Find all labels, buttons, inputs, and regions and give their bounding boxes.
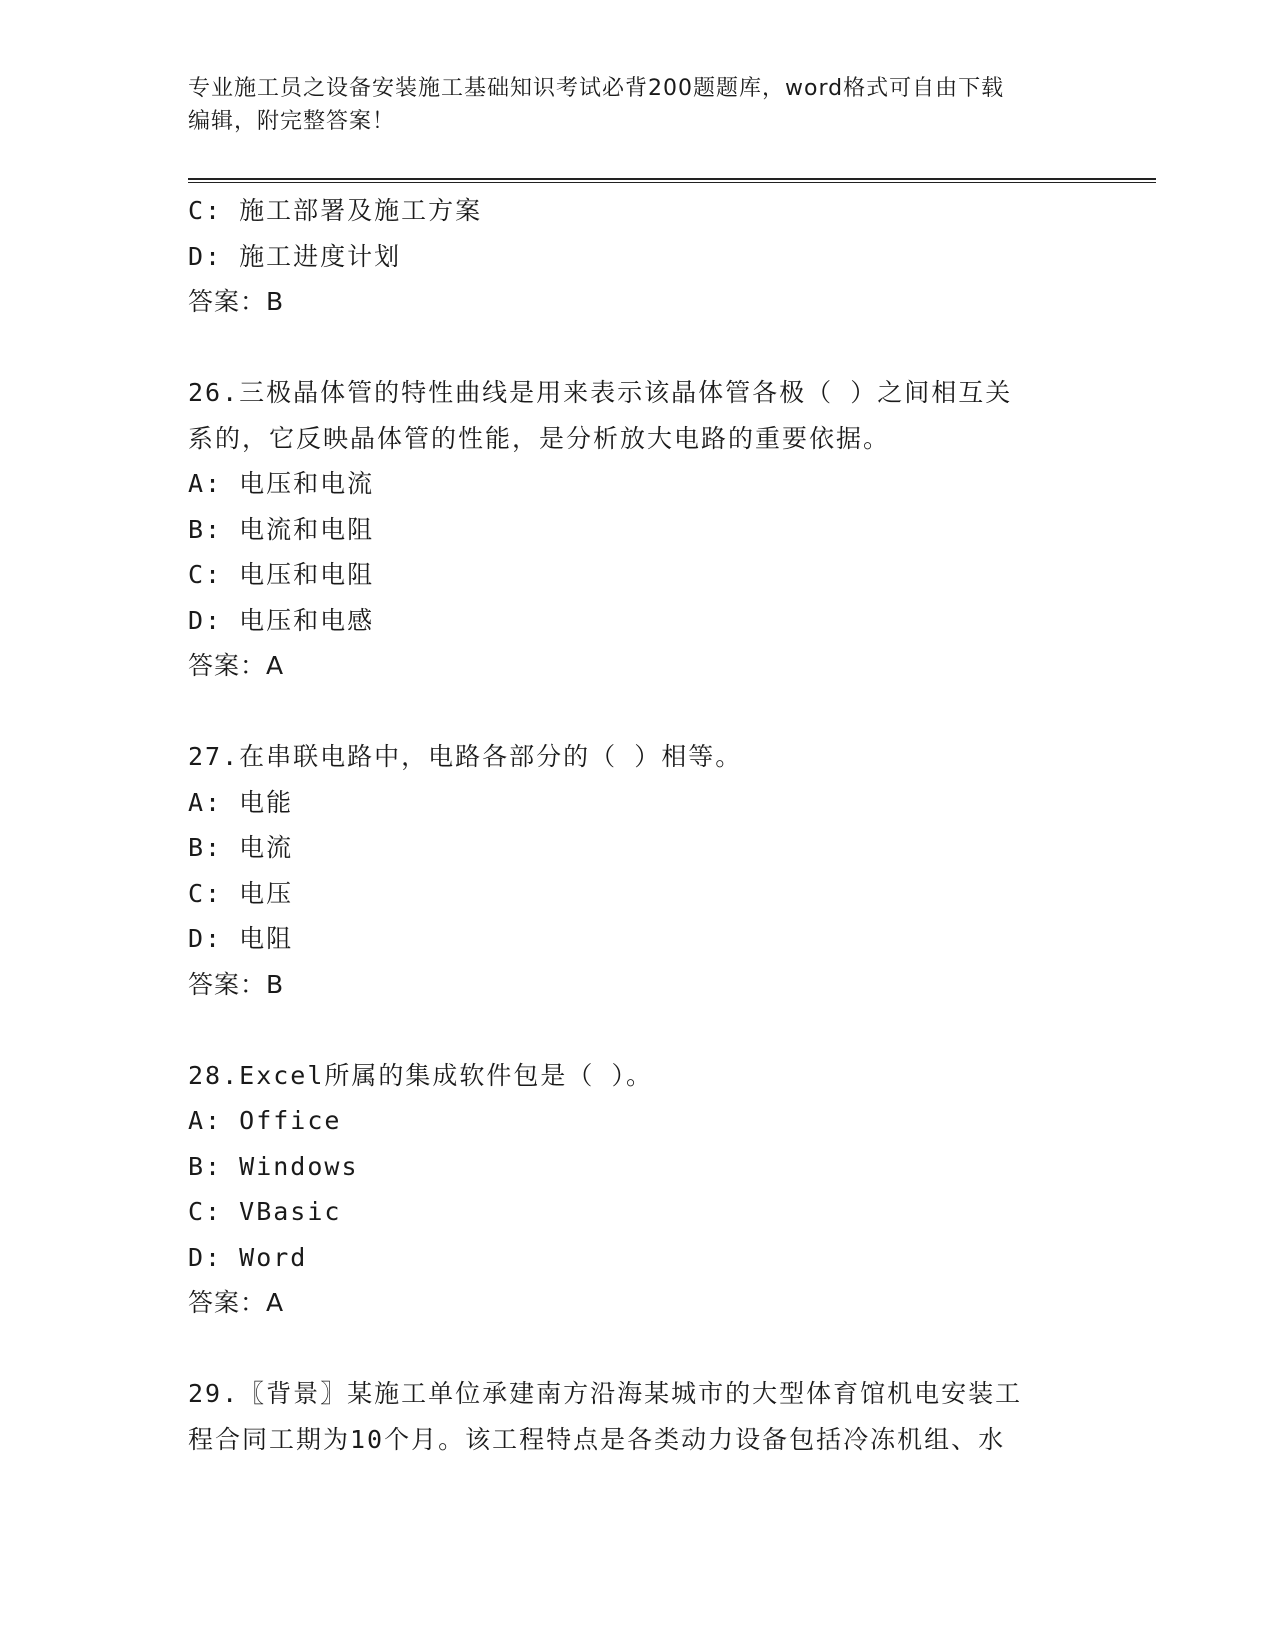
question-stem-line: 26.三极晶体管的特性曲线是用来表示该晶体管各极（ ）之间相互关 (188, 378, 1013, 407)
question-stem-line: 程合同工期为10个月。该工程特点是各类动力设备包括冷冻机组、水 (188, 1424, 1006, 1454)
option-b: B: Windows (188, 1151, 359, 1181)
option-a: A: 电压和电流 (188, 469, 375, 498)
option-d: D: 电阻 (188, 924, 294, 953)
document-header (188, 72, 1068, 138)
question-28 (188, 1053, 1088, 1327)
header-title-line-2: 编辑，附完整答案！ (188, 109, 396, 134)
question-29 (188, 1371, 1088, 1462)
spacer (188, 1008, 1088, 1053)
question-26 (188, 370, 1088, 689)
answer-line: 答案：B (188, 969, 285, 999)
question-25-tail (188, 188, 1088, 325)
option-c: C: 电压 (188, 878, 294, 908)
option-d: D: Word (188, 1242, 308, 1272)
option-b: B: 电流和电阻 (188, 514, 375, 544)
document-body (188, 188, 1088, 1462)
question-stem-line: 27.在串联电路中，电路各部分的（ ）相等。 (188, 742, 743, 771)
option-c: C: 电压和电阻 (188, 560, 375, 589)
option-d: D: 施工进度计划 (188, 241, 402, 271)
option-b: B: 电流 (188, 833, 294, 862)
spacer (188, 1326, 1088, 1371)
option-c: C: 施工部署及施工方案 (188, 196, 483, 225)
option-c: C: VBasic (188, 1197, 342, 1226)
question-stem-line: 系的，它反映晶体管的性能，是分析放大电路的重要依据。 (188, 423, 891, 453)
answer-line: 答案：A (188, 1288, 285, 1317)
spacer (188, 689, 1088, 734)
option-a: A: 电能 (188, 787, 294, 817)
header-title-line-1: 专业施工员之设备安装施工基础知识考试必背200题题库，word格式可自由下载 (188, 76, 1005, 101)
question-stem-line: 29.〖背景〗某施工单位承建南方沿海某城市的大型体育馆机电安装工 (188, 1379, 1023, 1408)
answer-line: 答案：A (188, 651, 285, 680)
answer-line: 答案：B (188, 287, 285, 316)
question-27 (188, 734, 1088, 1008)
header-divider (188, 178, 1156, 183)
option-d: D: 电压和电感 (188, 605, 375, 635)
spacer (188, 325, 1088, 370)
question-stem-line: 28.Excel所属的集成软件包是（ ）。 (188, 1060, 653, 1090)
option-a: A: Office (188, 1106, 342, 1135)
